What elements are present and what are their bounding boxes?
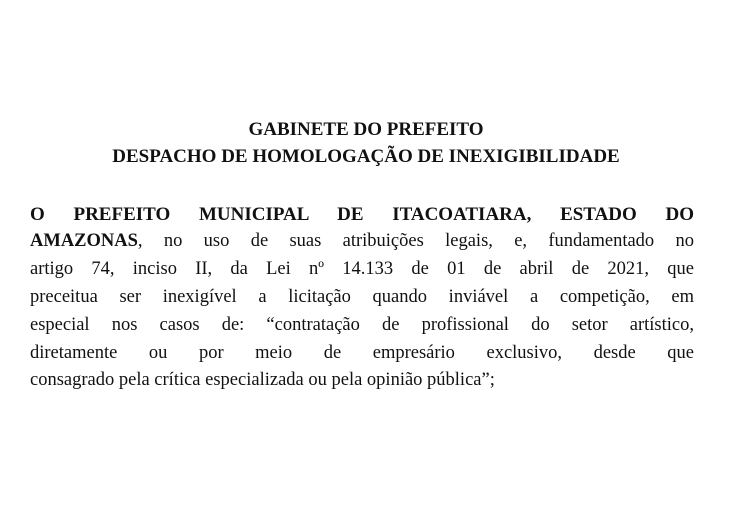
paragraph-line-5: especial nos casos de: “contratação de profissional do setor artístico,: [30, 315, 694, 335]
office-title: GABINETE DO PREFEITO: [248, 119, 484, 140]
state-name: AMAZONAS: [30, 231, 138, 251]
document-title: DESPACHO DE HOMOLOGAÇÃO DE INEXIGIBILIDADE: [112, 146, 620, 167]
paragraph-line-2-rest: , no uso de suas atribuições legais, e, fundamentado no: [137, 231, 694, 251]
paragraph-line-3: artigo 74, inciso II, da Lei nº 14.133 de 01 de abril de 2021, que: [30, 259, 694, 279]
paragraph-line-6: diretamente ou por meio de empresário exclusivo, desde que: [30, 343, 694, 363]
paragraph-line-7: consagrado pela crítica especializada ou pela opinião pública”;: [30, 370, 495, 390]
paragraph-line-1: O PREFEITO MUNICIPAL DE ITACOATIARA, ESTADO DO: [30, 204, 694, 225]
paragraph-line-2: [30, 229, 694, 253]
paragraph-line-4: preceitua ser inexigível a licitação quando inviável a competição, em: [30, 287, 694, 307]
